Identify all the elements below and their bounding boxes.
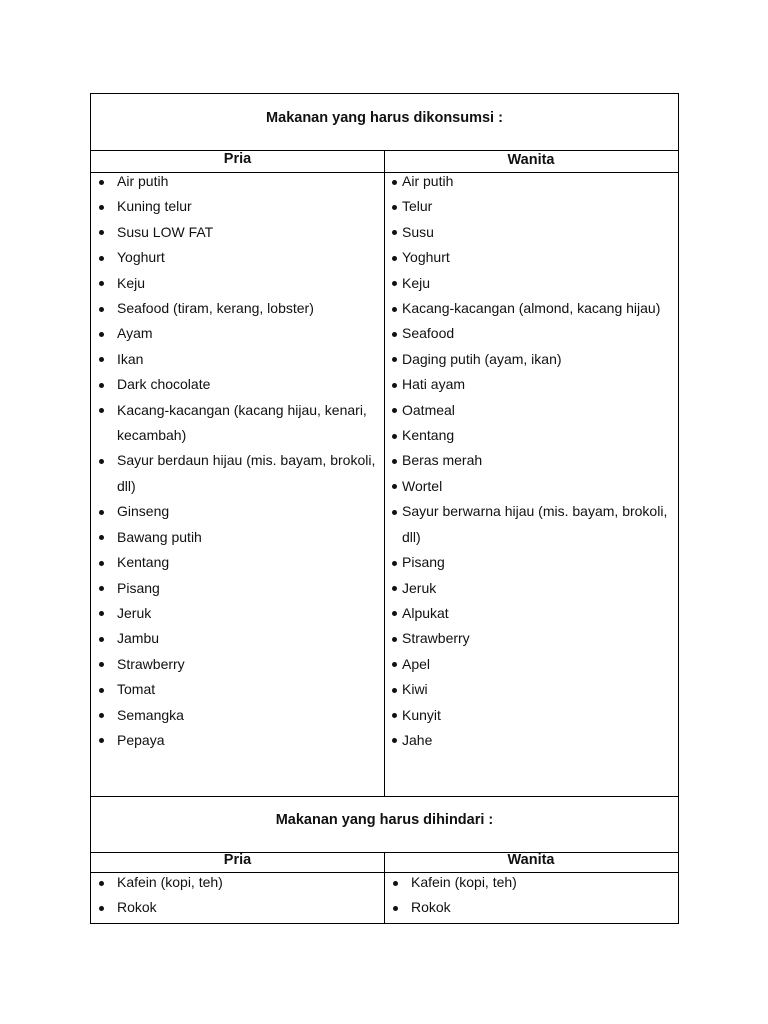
list-item bbox=[402, 321, 674, 346]
list-item bbox=[402, 245, 674, 270]
list-item-text: Kafein (kopi, teh) bbox=[411, 874, 517, 890]
list-item bbox=[117, 321, 377, 346]
list-item bbox=[402, 652, 674, 677]
list-item bbox=[117, 626, 377, 651]
section-title-consume: Makanan yang harus dikonsumsi : bbox=[266, 110, 503, 126]
list-item-text: Susu LOW FAT bbox=[117, 223, 214, 240]
list-item-text: Keju bbox=[402, 274, 431, 291]
wanita-avoid-list bbox=[411, 870, 671, 921]
list-item-text: Daging putih (ayam, ikan) bbox=[402, 350, 562, 367]
list-item-text: Rokok bbox=[411, 899, 451, 916]
list-item-text: Pisang bbox=[402, 554, 445, 571]
column-header-wanita: Wanita bbox=[507, 852, 555, 868]
list-item-text: Sayur berdaun hijau (mis. bayam, brokoli, dll) bbox=[117, 452, 376, 494]
list-item-text: Telur bbox=[402, 198, 433, 215]
list-item-text: Air putih bbox=[117, 173, 169, 189]
list-item-text: Jahe bbox=[402, 731, 433, 748]
section-title-avoid: Makanan yang harus dihindari : bbox=[275, 812, 494, 828]
wanita-consume-list bbox=[402, 169, 674, 753]
list-item-text: Yoghurt bbox=[402, 249, 450, 266]
list-item-text: Kentang bbox=[402, 427, 455, 444]
list-item-text: Air putih bbox=[402, 173, 454, 189]
list-item-text: Apel bbox=[402, 655, 431, 672]
divider bbox=[91, 796, 678, 797]
list-item bbox=[117, 652, 377, 677]
list-item bbox=[117, 601, 377, 626]
list-item bbox=[117, 296, 377, 321]
list-item-text: Seafood bbox=[402, 325, 455, 342]
list-item bbox=[117, 220, 377, 245]
list-item-text: Yoghurt bbox=[117, 249, 165, 266]
list-item-text: Ikan bbox=[117, 350, 144, 367]
list-item-text: Pisang bbox=[117, 579, 160, 596]
list-item bbox=[402, 499, 674, 550]
list-item bbox=[117, 870, 377, 895]
list-item-text: Jeruk bbox=[117, 604, 152, 621]
list-item-text: Seafood (tiram, kerang, lobster) bbox=[117, 300, 314, 317]
list-item bbox=[117, 271, 377, 296]
list-item bbox=[402, 550, 674, 575]
list-item bbox=[402, 372, 674, 397]
list-item-text: Bawang putih bbox=[117, 528, 202, 545]
list-item-text: Ginseng bbox=[117, 503, 170, 520]
column-divider bbox=[384, 150, 385, 796]
list-item-text: Sayur berwarna hijau (mis. bayam, brokoli, dll) bbox=[402, 503, 668, 545]
column-header-pria: Pria bbox=[223, 852, 252, 868]
column-header-pria: Pria bbox=[223, 151, 252, 167]
list-item-text: Kuning telur bbox=[117, 198, 192, 215]
list-item-text: Jeruk bbox=[402, 579, 437, 596]
list-item bbox=[402, 728, 674, 753]
list-item bbox=[117, 448, 377, 499]
list-item bbox=[117, 525, 377, 550]
list-item-text: Susu bbox=[402, 223, 434, 240]
list-item-text: Pepaya bbox=[117, 731, 165, 748]
food-table bbox=[90, 93, 679, 924]
list-item-text: Strawberry bbox=[117, 655, 185, 672]
list-item-text: Strawberry bbox=[402, 630, 470, 647]
list-item-text: Jambu bbox=[117, 630, 160, 647]
list-item-text: Beras merah bbox=[402, 452, 483, 469]
list-item bbox=[402, 220, 674, 245]
list-item bbox=[402, 474, 674, 499]
list-item bbox=[117, 245, 377, 270]
list-item bbox=[117, 677, 377, 702]
list-item bbox=[117, 703, 377, 728]
pria-avoid-list bbox=[117, 870, 377, 921]
list-item-text: Oatmeal bbox=[402, 401, 455, 418]
list-item-text: Keju bbox=[117, 274, 146, 291]
list-item bbox=[117, 550, 377, 575]
list-item bbox=[117, 169, 377, 194]
list-item bbox=[402, 423, 674, 448]
list-item bbox=[402, 626, 674, 651]
list-item bbox=[117, 895, 377, 920]
list-item bbox=[402, 601, 674, 626]
list-item-text: Dark chocolate bbox=[117, 376, 211, 393]
list-item-text: Semangka bbox=[117, 706, 184, 723]
list-item bbox=[411, 895, 671, 920]
list-item-text: Kacang-kacangan (almond, kacang hijau) bbox=[402, 300, 661, 317]
list-item bbox=[117, 194, 377, 219]
list-item bbox=[117, 576, 377, 601]
list-item bbox=[402, 448, 674, 473]
list-item bbox=[402, 576, 674, 601]
list-item bbox=[117, 499, 377, 524]
list-item-text: Wortel bbox=[402, 477, 443, 494]
list-item-text: Tomat bbox=[117, 681, 156, 698]
list-item-text: Rokok bbox=[117, 899, 157, 916]
list-item-text: Kiwi bbox=[402, 681, 428, 698]
list-item bbox=[402, 398, 674, 423]
list-item-text: Alpukat bbox=[402, 604, 449, 621]
pria-consume-list bbox=[117, 169, 377, 753]
list-item bbox=[117, 347, 377, 372]
list-item-text: Kafein (kopi, teh) bbox=[117, 874, 223, 890]
list-item-text: Kentang bbox=[117, 554, 170, 571]
list-item-text: Kunyit bbox=[402, 706, 441, 723]
list-item bbox=[117, 398, 377, 449]
list-item-text: Hati ayam bbox=[402, 376, 466, 393]
list-item bbox=[402, 703, 674, 728]
list-item bbox=[117, 728, 377, 753]
list-item bbox=[117, 372, 377, 397]
list-item bbox=[402, 677, 674, 702]
list-item bbox=[411, 870, 671, 895]
list-item bbox=[402, 271, 674, 296]
list-item bbox=[402, 296, 674, 321]
list-item bbox=[402, 169, 674, 194]
column-header-wanita: Wanita bbox=[507, 152, 555, 168]
list-item bbox=[402, 194, 674, 219]
column-divider bbox=[384, 852, 385, 923]
list-item-text: Ayam bbox=[117, 325, 153, 342]
list-item bbox=[402, 347, 674, 372]
list-item-text: Kacang-kacangan (kacang hijau, kenari, kecambah) bbox=[117, 401, 367, 444]
